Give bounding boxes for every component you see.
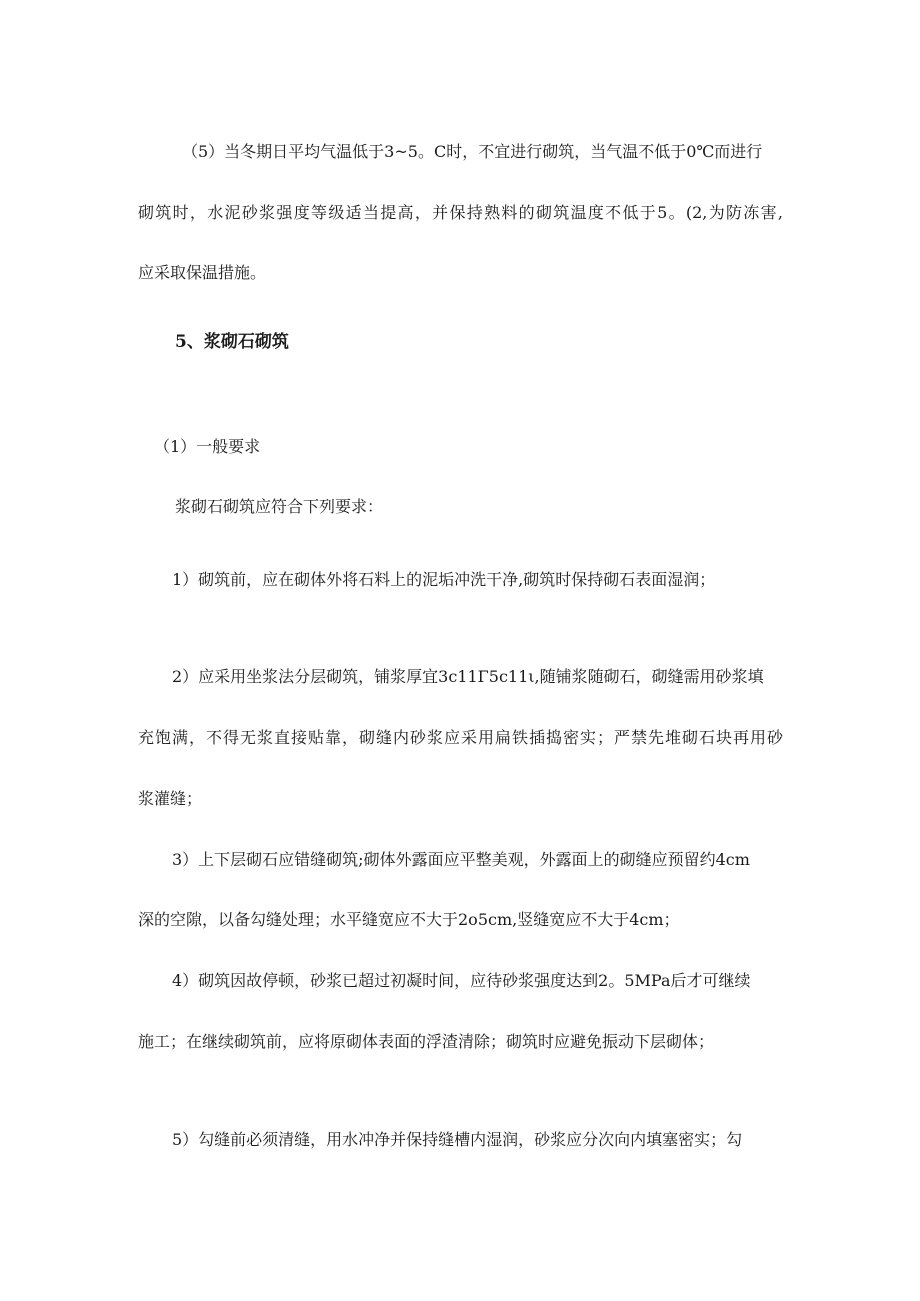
winter-paragraph-line-2: 砌筑时，水泥砂浆强度等级适当提高，并保持熟料的砌筑温度不低于5。(2,为防冻害,: [138, 203, 783, 222]
winter-paragraph-line-3: 应采取保温措施。: [138, 263, 267, 282]
general-requirements-title: （1）一般要求: [154, 437, 261, 456]
winter-paragraph-line-1: （5）当冬期日平均气温低于3~5。C时，不宜进行砌筑，当气温不低于0℃而进行: [182, 142, 763, 161]
item-1: 1）砌筑前，应在砌体外将石料上的泥垢冲洗干净,砌筑时保持砌石表面湿润；: [172, 570, 716, 589]
item-5-line-1: 5）勾缝前必须清缝，用水冲净并保持缝槽内湿润，砂浆应分次向内填塞密实；勾: [172, 1130, 743, 1149]
item-2-line-2: 充饱满，不得无浆直接贴靠，砌缝内砂浆应采用扁铁插捣密实；严禁先堆砌石块再用砂: [138, 728, 783, 747]
item-3-line-2: 深的空隙，以备勾缝处理；水平缝宽应不大于2o5cm,竖缝宽应不大于4cm；: [138, 910, 680, 929]
item-2-line-1: 2）应采用坐浆法分层砌筑，铺浆厚宜3c11Γ5c11ι,随铺浆随砌石，砌缝需用砂浆填: [172, 667, 764, 686]
item-4-line-2: 施工；在继续砌筑前，应将原砌体表面的浮渣清除；砌筑时应避免振动下层砌体；: [138, 1032, 715, 1051]
item-2-line-3: 浆灌缝；: [138, 789, 203, 808]
item-3-line-1: 3）上下层砌石应错缝砌筑;砌体外露面应平整美观，外露面上的砌缝应预留约4cm: [172, 850, 750, 869]
general-requirements-intro: 浆砌石砌筑应符合下列要求：: [175, 497, 384, 516]
item-4-line-1: 4）砌筑因故停顿，砂浆已超过初凝时间，应待砂浆强度达到2。5MPa后才可继续: [172, 971, 751, 990]
section-heading: 5、浆砌石砌筑: [175, 332, 289, 352]
